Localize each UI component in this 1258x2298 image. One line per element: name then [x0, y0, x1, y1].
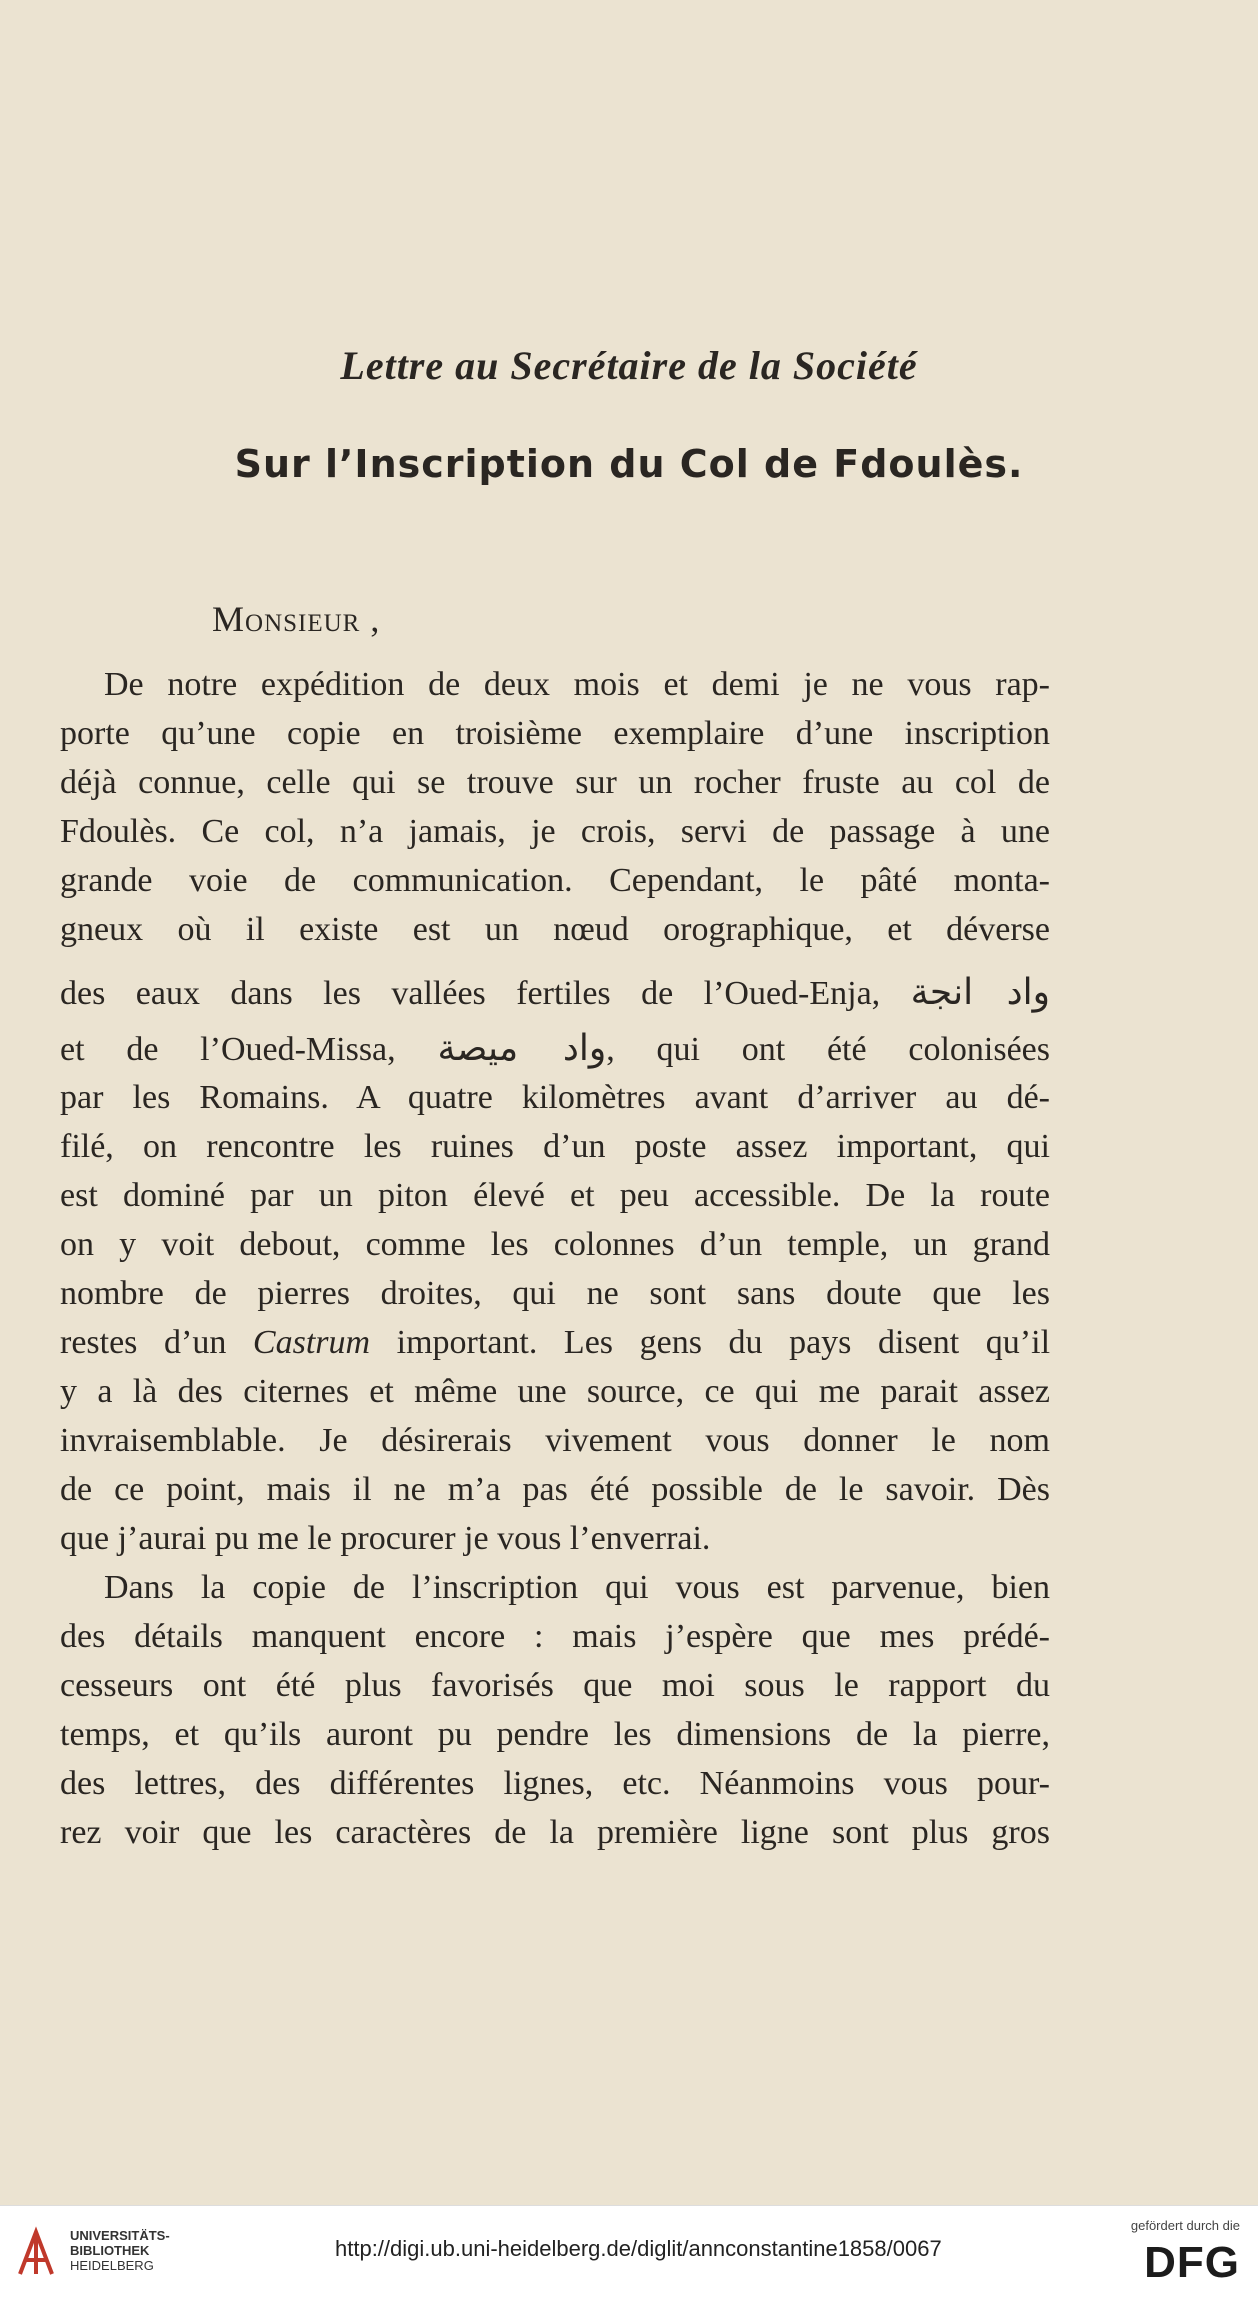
italic-castrum: Castrum — [252, 1324, 371, 1361]
text-line: de ce point, mais il ne m’a pas été possible de le savoir. Dès — [60, 1471, 1050, 1508]
text-segment: , qui ont été colonisées — [606, 1031, 1050, 1068]
text-line: Dans la copie de l’inscription qui vous est parvenue, bien — [104, 1569, 1050, 1606]
letter-subtitle: Sur l’Inscription du Col de Fdoulès. — [234, 442, 1024, 486]
text-line: est dominé par un piton élevé et peu accessible. De la route — [60, 1177, 1050, 1214]
text-line: y a là des citernes et même une source, ce qui me parait assez — [60, 1373, 1050, 1410]
text-line: que j’aurai pu me le procurer je vous l’enverrai. — [60, 1520, 711, 1557]
text-line: invraisemblable. Je désirerais vivement vous donner le nom — [60, 1422, 1050, 1459]
text-segment: important. Les gens du pays disent qu’il — [396, 1324, 1051, 1361]
text-line: par les Romains. A quatre kilomètres avant d’arriver au dé- — [60, 1079, 1050, 1116]
text-line: cesseurs ont été plus favorisés que moi sous le rapport du — [60, 1667, 1050, 1704]
text-line: porte qu’une copie en troisième exemplaire d’une inscription — [60, 715, 1050, 752]
text-line: filé, on rencontre les ruines d’un poste assez important, qui — [60, 1128, 1050, 1165]
text-line: rez voir que les caractères de la première ligne sont plus gros — [60, 1814, 1050, 1851]
text-line-arabic-missa — [60, 1024, 1050, 1073]
letter-body — [60, 660, 1050, 1857]
text-segment: des eaux dans les vallées fertiles de l’Oued-Enja, — [60, 975, 881, 1012]
text-line: nombre de pierres droites, qui ne sont sans doute que les — [60, 1275, 1050, 1312]
text-line: De notre expédition de deux mois et demi je ne vous rap- — [104, 666, 1050, 703]
text-line: des détails manquent encore : mais j’espère que mes prédé- — [60, 1618, 1050, 1655]
institution-name: UNIVERSITÄTS- BIBLIOTHEK HEIDELBERG — [70, 2228, 170, 2273]
letter-title: Lettre au Secrétaire de la Société — [340, 343, 918, 388]
arabic-oued-enja: واد انجة — [910, 972, 1050, 1013]
text-line-arabic-enja — [60, 954, 1050, 1024]
text-line: Fdoulès. Ce col, n’a jamais, je crois, servi de passage à une — [60, 813, 1050, 850]
text-segment: et de l’Oued-Missa, — [60, 1031, 396, 1068]
text-line-castrum — [60, 1318, 1050, 1367]
heidelberg-logo-icon — [14, 2226, 58, 2280]
dfg-logo: DFG — [1144, 2238, 1240, 2287]
text-line: des lettres, des différentes lignes, etc. Néanmoins vous pour- — [60, 1765, 1050, 1802]
text-line: gneux où il existe est un nœud orographique, et déverse — [60, 911, 1050, 948]
arabic-oued-missa: واد ميصة — [437, 1028, 607, 1069]
text-line: on y voit debout, comme les colonnes d’un temple, un grand — [60, 1226, 1050, 1263]
text-line: déjà connue, celle qui se trouve sur un rocher fruste au col de — [60, 764, 1050, 801]
permalink-url[interactable]: http://digi.ub.uni-heidelberg.de/diglit/annconstantine1858/0067 — [335, 2236, 942, 2261]
footer-bar — [0, 2205, 1258, 2298]
text-line: grande voie de communication. Cependant, le pâté monta- — [60, 862, 1050, 899]
funded-by-text: gefördert durch die — [1130, 2218, 1240, 2233]
text-line: temps, et qu’ils auront pu pendre les dimensions de la pierre, — [60, 1716, 1050, 1753]
salutation: Monsieur , — [212, 599, 381, 639]
text-segment: restes d’un — [60, 1324, 227, 1361]
